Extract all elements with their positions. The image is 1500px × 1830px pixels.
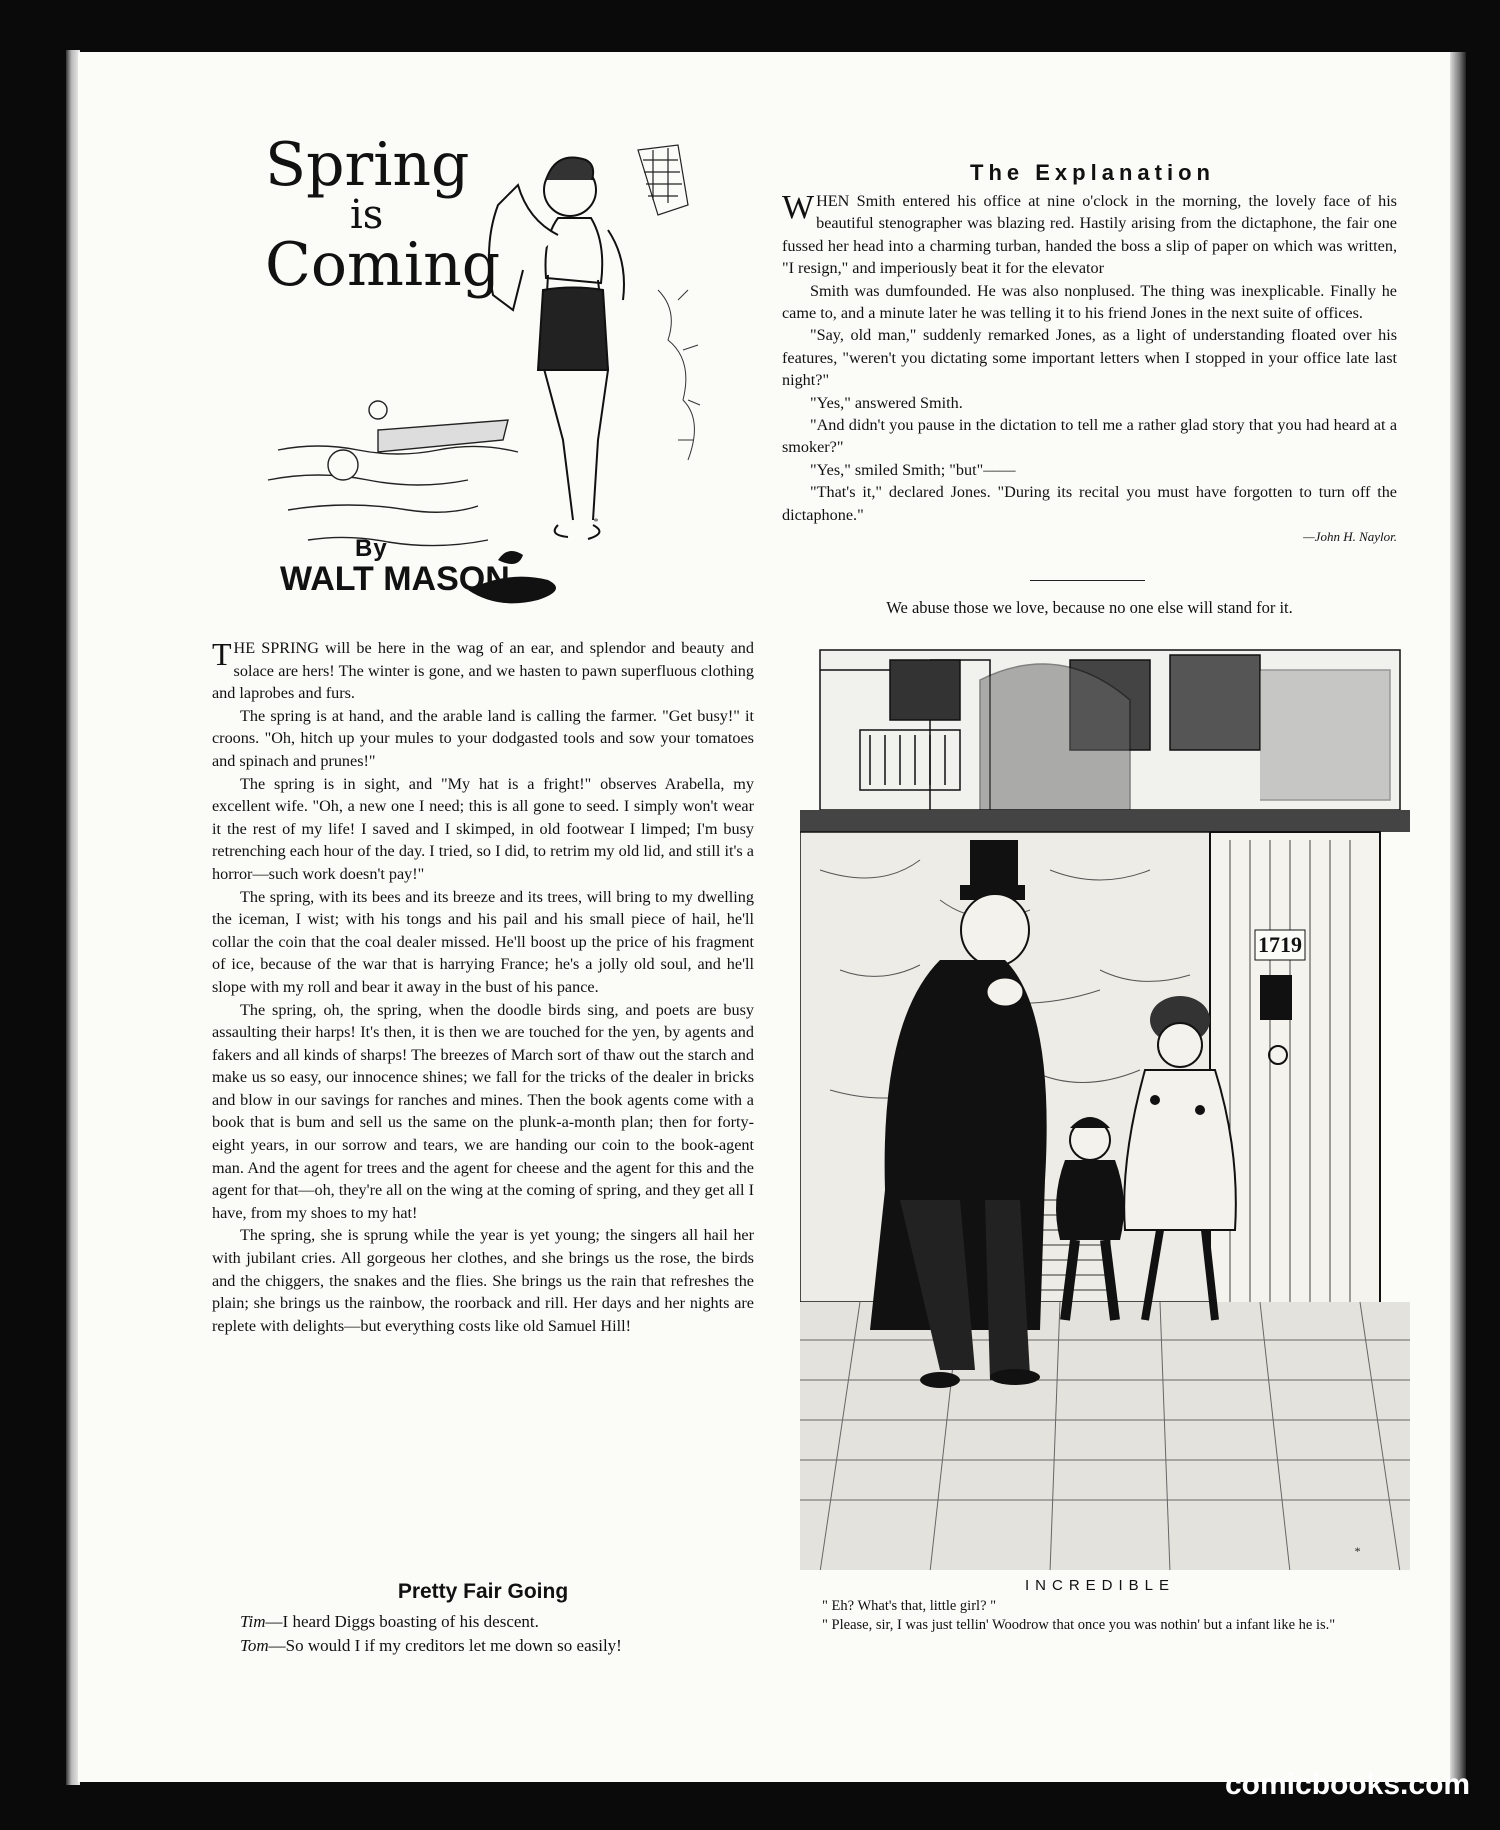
explanation-dropcap: W	[782, 189, 815, 226]
explanation-paragraph: Smith was dumfounded. He was also nonplused. The thing was inexplicable. Finally he came to, and a minute later he was telling it to his friend Jones in the next suite of offices.	[782, 281, 1397, 323]
door-number: 1719	[1258, 932, 1302, 957]
poem-paragraph: The spring, she is sprung while the year is yet young; the singers all hail her with jubilant cries. All gorgeous her clothes, and she brings us the rose, the birds and the chiggers, the snakes and the flies. She brings us the rain that refreshes the plain; she brings us the rainbow, the roorback and rill. Her days and her nights are replete with delights—but everything costs like old Samuel Hill!	[212, 1226, 754, 1335]
explanation-paragraph: "That's it," declared Jones. "During its recital you must have forgotten to turn off the dictaphone."	[782, 483, 1397, 524]
title-coming: Coming	[265, 230, 501, 300]
poem-dropcap: T	[212, 636, 232, 672]
explanation-paragraph: "Yes," answered Smith.	[810, 393, 963, 412]
poem-paragraph: The spring is in sight, and "My hat is a fright!" observes Arabella, my excellent wife. "Oh, a new one I need; this is all gone to seed. I simply won't wear it the rest of my life! I saved and I skimped, in old footwear I limped; I'm busy retrenching each hour of the day. I tried, so I did, to retrim my old lid, and still it's a horror—such work doesn't pay!"	[212, 774, 754, 883]
poem-paragraph: The spring, oh, the spring, when the doodle birds sing, and poets are busy assaulting their harps! It's then, it is then we are touched for the yen, by agents and fakers and all kinds of sharps! The breezes of March sort of thaw out the starch and make us so easy, our innocence shines; we fall for the tricks of the dealer in bricks and blow in our savings for ranches and mines. Then the book agents come with a book that is bum and sell us the same on the plunk-a-month plan; then for forty-eight years, in our sorrow and tears, we are handing our coin to the book-agent man. And the agent for trees and the agent for cheese and the agent for this and the agent for that—oh, they're all on the wing at the coming of spring, and they get all I have, from my shoes to my hat!	[212, 1000, 754, 1222]
pretty-fair-going-title: Pretty Fair Going	[397, 1580, 569, 1603]
explanation-column	[782, 190, 1397, 549]
site-watermark: comicbooks.com	[1225, 1768, 1471, 1801]
section-divider	[1030, 580, 1145, 581]
incredible-cartoon	[800, 640, 1410, 1570]
explanation-paragraph: WHEN Smith entered his office at nine o'clock in the morning, the lovely face of his beautiful stenographer was blazing red. Hastily arising from the dictaphone, the fair one fussed her head into a charming turban, handed the boss a slip of paper on which was written, "I resign," and imperiously beat it for the elevator	[782, 189, 1397, 278]
explanation-title: The Explanation	[970, 160, 1215, 185]
cartoon-caption-title: INCREDIBLE	[1024, 1577, 1176, 1594]
spring-title	[265, 130, 505, 300]
cartoon-caption-line: " Please, sir, I was just tellin' Woodrow that once you was nothin' but a infant like he is."	[822, 1617, 1336, 1633]
joke-line-tim: Tim—I heard Diggs boasting of his descent.	[240, 1612, 539, 1631]
cartoon-caption-line: " Eh? What's that, little girl? "	[822, 1598, 997, 1614]
explanation-credit: —John H. Naylor.	[1303, 529, 1397, 545]
svg-text:*: *	[1354, 1544, 1360, 1558]
byline-author: WALT MASON	[280, 560, 510, 598]
poem-paragraph: THE SPRING will be here in the wag of an ear, and splendor and beauty and solace are hers! The winter is gone, and we hasten to pawn superfluous clothing and laprobes and furs.	[212, 636, 754, 703]
filler-quote: We abuse those we love, because no one else will stand for it.	[886, 598, 1293, 617]
joke-line-tom: Tom—So would I if my creditors let me down so easily!	[240, 1636, 622, 1655]
explanation-paragraph: "Yes," smiled Smith; "but"——	[810, 460, 1016, 479]
title-spring: Spring	[265, 130, 470, 200]
title-is: is	[350, 192, 384, 238]
poem-paragraph: The spring is at hand, and the arable land is calling the farmer. "Get busy!" it croons. "Oh, hitch up your mules to your dodgasted tools and sow your tomatoes and spinach and prunes!"	[212, 706, 754, 770]
spring-poem-column	[212, 637, 754, 1337]
explanation-paragraph: "Say, old man," suddenly remarked Jones, as a light of understanding floated over his features, "weren't you dictating some important letters when I stopped in your office late last night?"	[782, 326, 1397, 390]
byline-by: By	[355, 535, 388, 562]
svg-text:*: *	[593, 517, 598, 528]
next-page-edge	[1450, 52, 1466, 1782]
explanation-paragraph: "And didn't you pause in the dictation to tell me a rather glad story that you had heard at a smoker?"	[782, 416, 1397, 457]
poem-paragraph: The spring, with its bees and its breeze and its trees, will bring to my dwelling the iceman, I wist; with his tongs and his pail and his small piece of hail, he'll collar the coin that the coal dealer missed. He'll boost up the price of his fragment of ice, because of the war that is harrying France; he's a jolly old soul, and he'll slope with my roll and bear it away in the bust of his pance.	[212, 887, 754, 996]
